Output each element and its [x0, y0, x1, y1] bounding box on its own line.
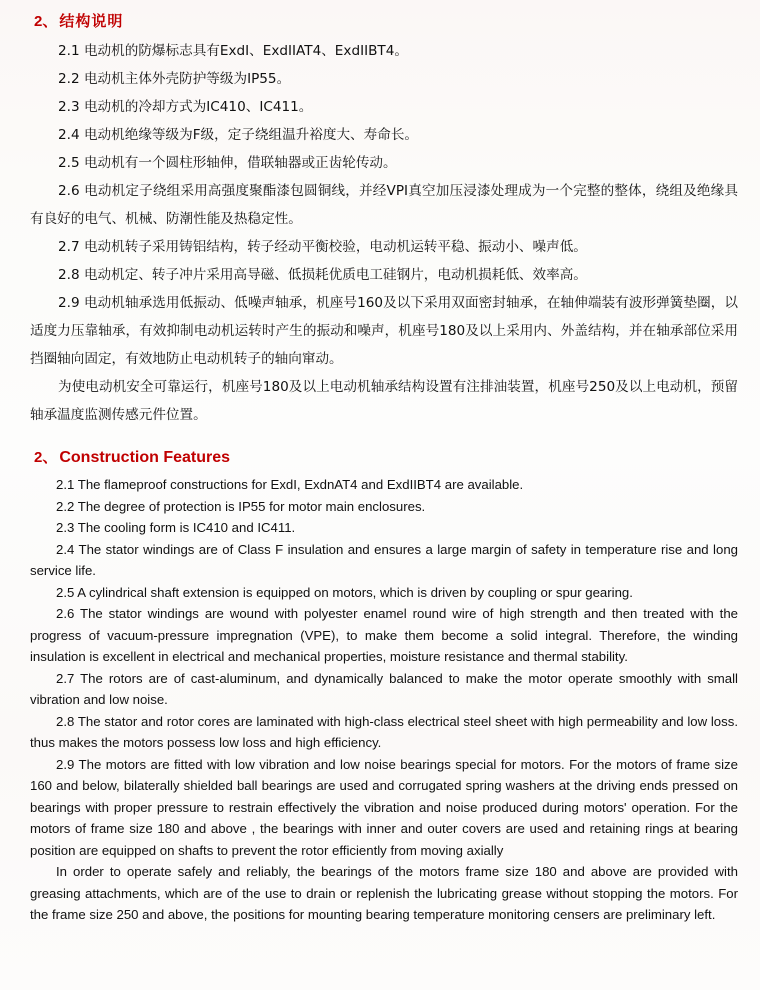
section-title-en: Construction Features — [59, 449, 231, 466]
section-heading-en — [22, 429, 742, 467]
section-body-en — [22, 474, 742, 926]
paragraph: 2.4 电动机绝缘等级为F级，定子绕组温升裕度大、寿命长。 — [58, 127, 419, 143]
section-title-zh: 结构说明 — [59, 13, 124, 30]
paragraph: 2.2 电动机主体外壳防护等级为IP55。 — [58, 71, 291, 87]
section-number-zh: 2、 — [34, 13, 58, 30]
paragraph: 2.1 电动机的防爆标志具有ExdI、ExdIIAT4、ExdIIBT4。 — [58, 43, 408, 59]
paragraph: 2.2 The degree of protection is IP55 for motor main enclosures. — [56, 498, 426, 514]
paragraph: 2.9 The motors are fitted with low vibration and low noise bearings special for motors. For the motors of frame size 160 and below, bilaterally shielded ball bearings are used and corrugated spring washers at the driving ends pressed on bearings with proper pressure to restrain effectively the vibration and noise produced during motors' operation. For the motors of frame size 180 and above , the bearings with inner and outer covers are used and retaining rings at bearing position are equipped on shafts to prevent the rotor efficiently from moving axially — [30, 756, 738, 858]
paragraph: 2.3 The cooling form is IC410 and IC411. — [56, 520, 296, 535]
paragraph: 2.9 电动机轴承选用低振动、低噪声轴承，机座号160及以下采用双面密封轴承，在轴伸端装有波形弹簧垫圈，以适度力压靠轴承，有效抑制电动机运转时产生的振动和噪声，机座号180及以上采用内、外盖结构，并在轴承部位采用挡圈轴向固定，有效地防止电动机转子的轴向窜动。 — [30, 295, 738, 367]
section-number-en: 2、 — [34, 449, 58, 466]
paragraph: 2.8 电动机定、转子冲片采用高导磁、低损耗优质电工硅钢片，电动机损耗低、效率高。 — [58, 267, 587, 283]
paragraph: 2.6 电动机定子绕组采用高强度聚酯漆包圆铜线，并经VPI真空加压浸漆处理成为一个完整的整体，绕组及绝缘具有良好的电气、机械、防潮性能及热稳定性。 — [30, 183, 738, 227]
paragraph: 2.7 电动机转子采用铸铝结构，转子经动平衡校验，电动机运转平稳、振动小、噪声低。 — [58, 239, 587, 255]
section-body-zh — [22, 37, 742, 429]
section-heading-zh — [22, 0, 742, 31]
paragraph: 2.5 A cylindrical shaft extension is equipped on motors, which is driven by coupling or spur gearing. — [56, 584, 633, 600]
paragraph: 2.6 The stator windings are wound with polyester enamel round wire of high strength and then treated with the progress of vacuum-pressure impregnation (VPE), to make them become a solid integral. Therefore, the winding insulation is excellent in electrical and mechanical properties, moisture resistance and thermal stability. — [30, 606, 738, 664]
paragraph: 为使电动机安全可靠运行，机座号180及以上电动机轴承结构设置有注排油装置，机座号250及以上电动机，预留轴承温度监测传感元件位置。 — [30, 379, 738, 423]
paragraph: 2.8 The stator and rotor cores are laminated with high-class electrical steel sheet with high permeability and low loss. thus makes the motors possess low loss and high efficiency. — [30, 713, 738, 750]
paragraph: 2.4 The stator windings are of Class F insulation and ensures a large margin of safety in temperature rise and long service life. — [30, 541, 738, 578]
section-construction-features-en — [22, 429, 742, 926]
paragraph: 2.5 电动机有一个圆柱形轴伸，借联轴器或正齿轮传动。 — [58, 155, 397, 171]
paragraph: In order to operate safely and reliably, the bearings of the motors frame size 180 and above are provided with greasing attachments, which are of the use to drain or replenish the lubricating grease without stopping the motors. For the frame size 250 and above, the positions for mounting bearing temperature monitoring censers are preliminary left. — [30, 864, 738, 922]
section-construction-description-zh — [22, 0, 742, 429]
paragraph: 2.7 The rotors are of cast-aluminum, and dynamically balanced to make the motor operate smoothly with small vibration and low noise. — [30, 670, 738, 707]
paragraph: 2.1 The flameproof constructions for ExdI, ExdnAT4 and ExdIIBT4 are available. — [56, 477, 524, 492]
paragraph: 2.3 电动机的冷却方式为IC410、IC411。 — [58, 99, 313, 115]
